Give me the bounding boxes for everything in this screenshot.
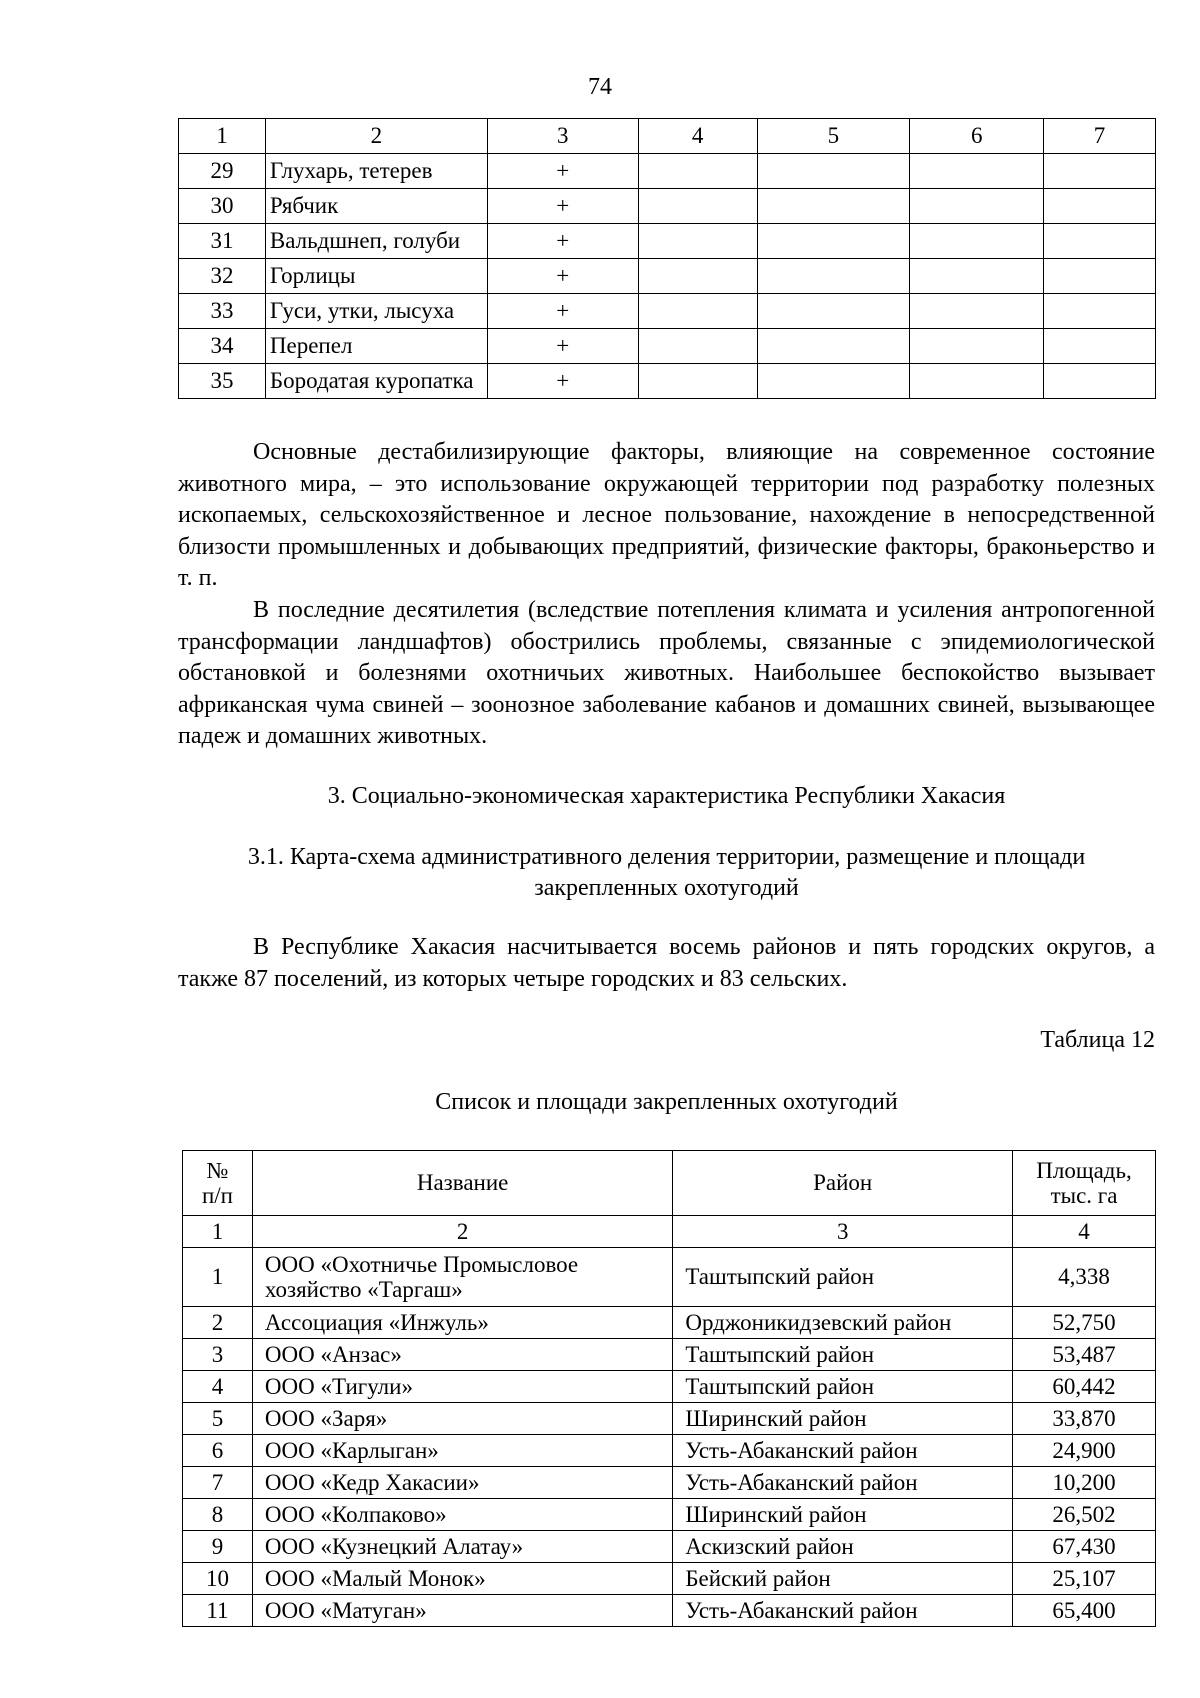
row-number: 8 [183,1499,253,1531]
area: 25,107 [1013,1563,1156,1595]
table-row [179,154,1156,189]
species-name: Рябчик [265,189,487,224]
area: 60,442 [1013,1371,1156,1403]
empty-cell [757,294,910,329]
subsection-heading [178,842,1155,904]
organization-name: ООО «Заря» [252,1403,672,1435]
area: 26,502 [1013,1499,1156,1531]
column-number: 2 [252,1216,672,1248]
column-number: 2 [265,119,487,154]
row-number: 1 [183,1248,253,1307]
empty-cell [1044,329,1156,364]
empty-cell [910,329,1044,364]
row-number: 7 [183,1467,253,1499]
row-number: 34 [179,329,266,364]
section-heading: 3. Социально-экономическая характеристика Республики Хакасия [327,783,1006,809]
empty-cell [757,189,910,224]
presence-mark: + [487,294,638,329]
header-num: № п/п [183,1151,253,1216]
column-number: 4 [1013,1216,1156,1248]
table-row [183,1435,1156,1467]
empty-cell [638,259,757,294]
header-name: Название [252,1151,672,1216]
row-number: 35 [179,364,266,399]
row-number: 31 [179,224,266,259]
empty-cell [1044,259,1156,294]
header-district: Район [673,1151,1013,1216]
empty-cell [910,364,1044,399]
empty-cell [1044,224,1156,259]
district: Усть-Абаканский район [673,1435,1013,1467]
empty-cell [1044,364,1156,399]
empty-cell [638,364,757,399]
empty-cell [757,329,910,364]
area: 24,900 [1013,1435,1156,1467]
organization-name: Ассоциация «Инжуль» [252,1307,672,1339]
empty-cell [757,224,910,259]
row-number: 9 [183,1531,253,1563]
table-row [179,329,1156,364]
empty-cell [638,154,757,189]
table-header-row [183,1151,1156,1216]
presence-mark: + [487,259,638,294]
row-number: 32 [179,259,266,294]
species-name: Глухарь, тетерев [265,154,487,189]
row-number: 4 [183,1371,253,1403]
table-row [179,224,1156,259]
table-title: Список и площади закрепленных охотугодий [435,1089,898,1115]
species-name: Бородатая куропатка [265,364,487,399]
subsection-heading-line2: закрепленных охотугодий [534,875,799,901]
presence-mark: + [487,329,638,364]
empty-cell [757,364,910,399]
organization-name: ООО «Тигули» [252,1371,672,1403]
area: 4,338 [1013,1248,1156,1307]
table-row [179,259,1156,294]
district: Ширинский район [673,1403,1013,1435]
table-row [183,1307,1156,1339]
organization-name: ООО «Карлыган» [252,1435,672,1467]
presence-mark: + [487,364,638,399]
column-number: 1 [179,119,266,154]
empty-cell [910,154,1044,189]
empty-cell [910,259,1044,294]
presence-mark: + [487,189,638,224]
empty-cell [910,294,1044,329]
column-number: 7 [1044,119,1156,154]
table-row [179,364,1156,399]
district: Таштыпский район [673,1248,1013,1307]
subsection-heading-line1: 3.1. Карта-схема административного деления территории, размещение и площади [247,844,1086,870]
row-number: 6 [183,1435,253,1467]
header-area: Площадь, тыс. га [1013,1151,1156,1216]
page-number: 74 [588,74,612,100]
species-name: Перепел [265,329,487,364]
table-label: Таблица 12 [1040,1027,1155,1053]
table-row [183,1595,1156,1627]
row-number: 3 [183,1339,253,1371]
area: 53,487 [1013,1339,1156,1371]
district: Усть-Абаканский район [673,1467,1013,1499]
row-number: 29 [179,154,266,189]
paragraph-districts: В Республике Хакасия насчитывается восемь районов и пять городских округов, а также 87 поселений, из которых четыре городских и 83 сельских. [178,934,1155,992]
area: 33,870 [1013,1403,1156,1435]
district: Таштыпский район [673,1371,1013,1403]
hunting-grounds-table [182,1150,1156,1627]
empty-cell [1044,189,1156,224]
table-row [183,1339,1156,1371]
district: Ширинский район [673,1499,1013,1531]
empty-cell [757,154,910,189]
row-number: 11 [183,1595,253,1627]
column-number: 4 [638,119,757,154]
district: Бейский район [673,1563,1013,1595]
species-table [178,118,1156,399]
table-row [183,1371,1156,1403]
table-row [183,1563,1156,1595]
table-row [183,1531,1156,1563]
table-row [183,1248,1156,1307]
organization-name: ООО «Охотничье Промысловое хозяйство «Таргаш» [252,1248,672,1307]
table-row [179,189,1156,224]
organization-name: ООО «Колпаково» [252,1499,672,1531]
column-number: 1 [183,1216,253,1248]
species-name: Горлицы [265,259,487,294]
row-number: 2 [183,1307,253,1339]
empty-cell [638,189,757,224]
table-row [183,1467,1156,1499]
district: Орджоникидзевский район [673,1307,1013,1339]
area: 52,750 [1013,1307,1156,1339]
organization-name: ООО «Матуган» [252,1595,672,1627]
species-name: Вальдшнеп, голуби [265,224,487,259]
table-header-row [179,119,1156,154]
table-row [183,1403,1156,1435]
empty-cell [638,329,757,364]
empty-cell [638,224,757,259]
empty-cell [1044,154,1156,189]
row-number: 10 [183,1563,253,1595]
column-number: 6 [910,119,1044,154]
district: Таштыпский район [673,1339,1013,1371]
species-name: Гуси, утки, лысуха [265,294,487,329]
row-number: 30 [179,189,266,224]
organization-name: ООО «Кедр Хакасии» [252,1467,672,1499]
district: Аскизский район [673,1531,1013,1563]
area: 10,200 [1013,1467,1156,1499]
column-number: 3 [487,119,638,154]
table-row [183,1499,1156,1531]
row-number: 5 [183,1403,253,1435]
organization-name: ООО «Малый Монок» [252,1563,672,1595]
empty-cell [910,224,1044,259]
empty-cell [1044,294,1156,329]
column-numbers-row [183,1216,1156,1248]
column-number: 3 [673,1216,1013,1248]
paragraph-epidemiology: В последние десятилетия (вследствие потепления климата и усиления антропогенной трансформации ландшафтов) обострились проблемы, связанные с эпидемиологической обстановкой и болезнями охотничьих животных. Наибольшее беспокойство вызывает африканская чума свиней – зоонозное заболевание кабанов и домашних свиней, вызывающее падеж и домашних животных. [178,597,1155,749]
area: 67,430 [1013,1531,1156,1563]
district: Усть-Абаканский район [673,1595,1013,1627]
empty-cell [910,189,1044,224]
table-row [179,294,1156,329]
presence-mark: + [487,154,638,189]
empty-cell [638,294,757,329]
column-number: 5 [757,119,910,154]
organization-name: ООО «Кузнецкий Алатау» [252,1531,672,1563]
presence-mark: + [487,224,638,259]
row-number: 33 [179,294,266,329]
paragraph-destabilizing-factors: Основные дестабилизирующие факторы, влияющие на современное состояние животного мира, – это использование окружающей территории под разработку полезных ископаемых, сельскохозяйственное и лесное пользование, нахождение в непосредственной близости промышленных и добывающих предприятий, физические факторы, браконьерство и т. п. [178,439,1155,591]
organization-name: ООО «Анзас» [252,1339,672,1371]
area: 65,400 [1013,1595,1156,1627]
empty-cell [757,259,910,294]
